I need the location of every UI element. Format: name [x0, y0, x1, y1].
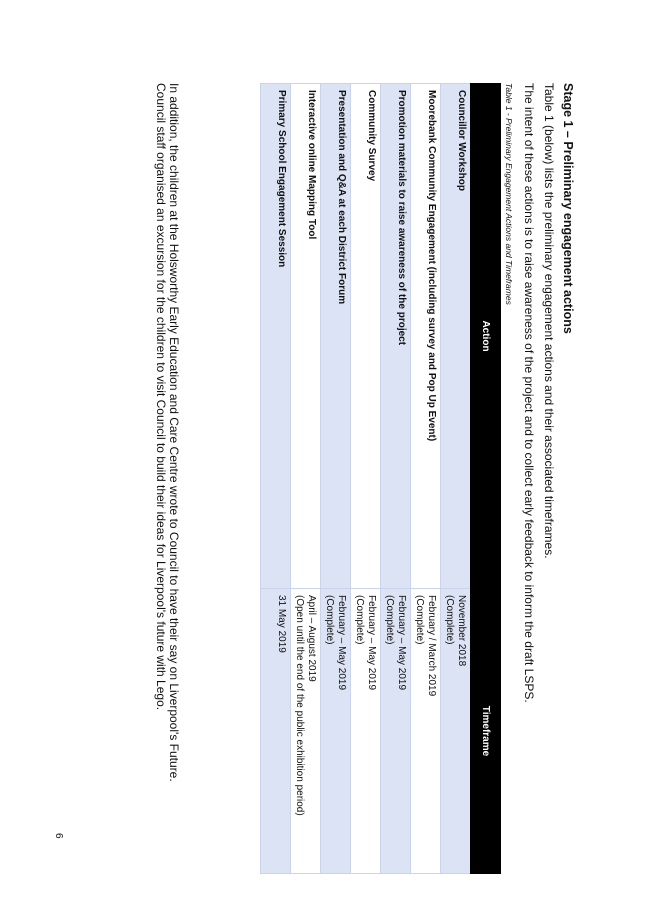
closing-line-2: Council staff organised an excursion for the children to visit Council to build their ideas for Liverpool's future with Lego.	[154, 83, 168, 711]
timeframe-cell	[351, 589, 381, 874]
table-row	[351, 84, 381, 874]
timeframe-date: 31 May 2019	[276, 595, 287, 653]
action-cell: Promotion materials to raise awareness of the project	[381, 84, 411, 589]
table-row	[261, 84, 291, 874]
timeframe-cell	[411, 589, 441, 874]
intro-paragraph-2: The intent of these actions is to raise awareness of the project and to collect early feedback to inform the draft LSPS.	[522, 83, 536, 703]
timeframe-status: (Complete)	[384, 595, 396, 645]
timeframe-cell	[441, 589, 471, 874]
page-number: 6	[53, 833, 64, 839]
action-cell: Presentation and Q&A at each District Forum	[321, 84, 351, 589]
timeframe-status: (Open until the end of the public exhibition period)	[294, 595, 306, 816]
table-row	[441, 84, 471, 874]
section-heading: Stage 1 – Preliminary engagement actions	[561, 83, 575, 334]
header-action: Action	[471, 84, 501, 589]
action-cell: Councillor Workshop	[441, 84, 471, 589]
timeframe-status: (Complete)	[354, 595, 366, 645]
action-cell: Primary School Engagement Session	[261, 84, 291, 589]
action-cell: Interactive online Mapping Tool	[291, 84, 321, 589]
timeframe-status: (Complete)	[414, 595, 426, 645]
timeframe-date: November 2018	[456, 595, 467, 667]
timeframe-cell	[261, 589, 291, 874]
table-caption: Table 1 - Preliminary Engagement Actions and Timeframes	[504, 83, 514, 305]
timeframe-status: (Complete)	[324, 595, 336, 645]
table-row	[381, 84, 411, 874]
timeframe-date: February / March 2019	[426, 595, 437, 697]
closing-paragraph	[154, 83, 180, 782]
engagement-table	[260, 83, 501, 874]
header-timeframe: Timeframe	[471, 589, 501, 874]
table-row	[411, 84, 441, 874]
timeframe-date: February – May 2019	[336, 595, 347, 691]
table-row	[291, 84, 321, 874]
timeframe-cell	[381, 589, 411, 874]
table-row	[321, 84, 351, 874]
timeframe-date: April – August 2019	[306, 595, 317, 682]
timeframe-cell	[291, 589, 321, 874]
table-header-row	[471, 84, 501, 874]
action-cell: Moorebank Community Engagement (including survey and Pop Up Event)	[411, 84, 441, 589]
timeframe-date: February – May 2019	[366, 595, 377, 691]
timeframe-status: (Complete)	[444, 595, 456, 645]
action-cell: Community Survey	[351, 84, 381, 589]
closing-line-1: In addition, the children at the Holsworthy Early Education and Care Centre wrote to Council to have their say on Liverpool's Future.	[167, 83, 181, 782]
timeframe-date: February – May 2019	[396, 595, 407, 691]
timeframe-cell	[321, 589, 351, 874]
intro-paragraph-1: Table 1 (below) lists the preliminary engagement actions and their associated timeframes.	[542, 83, 556, 559]
